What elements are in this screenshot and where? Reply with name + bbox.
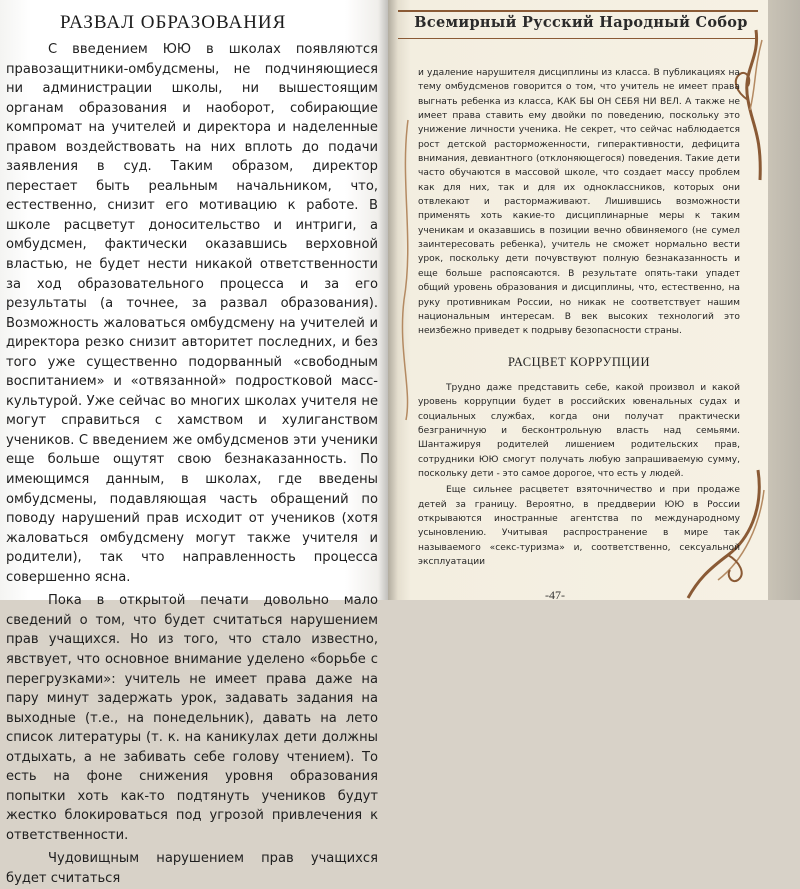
section-title: РАСЦВЕТ КОРРУПЦИИ	[508, 354, 650, 369]
right-page	[388, 0, 768, 600]
running-header	[398, 6, 758, 40]
book-gutter	[378, 0, 398, 600]
paragraph: и удаление нарушителя дисциплины из класса. В публикациях на тему омбудсменов говорится о том, что учитель не имеет права выгнать ребенка из класса, КАК БЫ ОН СЕБЯ НИ ВЕЛ. А также не имеет права ставить ему двойки по поведению, поскольку это унижение личности ученика. Не секрет, что сейчас наблюдается рост детской расторможенности, гиперактивности, дефицита внимания, девиантного (отклоняющегося) поведения. Такие дети часто обучаются в массовой школе, что создает массу проблем как для них, так и для их одноклассников, которых они отвлекают и растормаживают. Лишившись возможности применять хоть какие-то дисциплинарные меры к таким ученикам и оказавшись в позиции вечно обвиняемого (не сумел заинтересовать ребенка), учитель не сможет нормально вести урок, поскольку дети почувствуют полную безнаказанность и еще больше распоясаются. В результате опять-таки упадет общий уровень образования и дисциплины, что, естественно, на руку противникам России, но никак не соответствует нашим национальным интересам. В век высоких технологий это неизбежно приведет к подрыву безопасности страны.	[418, 68, 740, 337]
left-border-ornament-icon	[396, 120, 418, 420]
paragraph: Чудовищным нарушением прав учащихся будет считаться	[6, 851, 378, 886]
paragraph: С введением ЮЮ в школах появляются правозащитники-омбудсмены, не подчиняющиеся ни администрации школы, ни вышестоящим органам образования и наоборот, собирающие компромат на учителей и директора и наделенные правом воздействовать на них вплоть до подачи заявления в суд. Таким образом, директор перестает быть реальным начальником, что, естественно, снизит его мотивацию к работе. В школе расцветут доносительство и интриги, а омбудсмен, фактически оказавшись верховной властью, не будет нести никакой ответственности за ход образовательного процесса и за его результаты (а точнее, за развал образования). Возможность жаловаться омбудсмену на учителей и директора резко снизит авторитет последних, и без того уже существенно подорванный «свободным воспитанием» и «отвязанной» подростковой масс-культурой. Уже сейчас во многих школах учителя не могут справиться с хамством и хулиганством учеников. С введением же омбудсменов эти ученики еще больше ощутят свою безнаказанность. По имеющимся данным, в школах, где введены омбудсмены, подавляющая часть обращений по поводу нарушений прав исходит от учеников (хотя жаловаться омбудсмену могут также учителя и родители), так что направленность процесса совершенно ясна.	[6, 42, 378, 585]
left-page-body	[6, 40, 378, 889]
page-edge	[768, 0, 800, 600]
paragraph: Трудно даже представить себе, какой произвол и какой уровень коррупции будет в российских ювенальных судах и социальных службах, когда они получат практически безграничную и бесконтрольную власть над семьями. Шантажируя родителей лишением родительских прав, сотрудники ЮЮ смогут получать любую запрашиваемую сумму, поскольку дети - это самое дорогое, что есть у людей.	[418, 382, 740, 479]
paragraph: Пока в открытой печати довольно мало сведений о том, что будет считаться нарушением прав учащихся. Но из того, что стало известно, явствует, что основное внимание уделено «борьбе с перегрузками»: учитель не имеет права даже на пару минут задержать урок, задавать задания на выходные (т.е., на понедельник), давать на лето список литературы (т. к. на каникулах дети должны отдыхать, а не забивать себе голову чтением). То есть на фоне снижения уровня образования попытки хоть как-то подтянуть учеников будут жестко блокироваться под угрозой привлечения к ответственности.	[6, 593, 378, 843]
header-rule	[398, 38, 758, 39]
header-rule	[398, 10, 758, 12]
paragraph: Еще сильнее расцветет взяточничество и при продаже детей за границу. Вероятно, в преддверии ЮЮ в России открываются иностранные агентства по международному усыновлению. Учитывая распространение в мире так называемого «секс-туризма» и, соответственно, сексуальной эксплуатации	[418, 485, 740, 567]
chapter-title: РАЗВАЛ ОБРАЗОВАНИЯ	[60, 12, 287, 33]
page-number: -47-	[545, 588, 565, 602]
left-page	[0, 0, 392, 886]
right-page-body	[418, 66, 740, 569]
series-title: Всемирный Русский Народный Собор	[414, 14, 748, 31]
